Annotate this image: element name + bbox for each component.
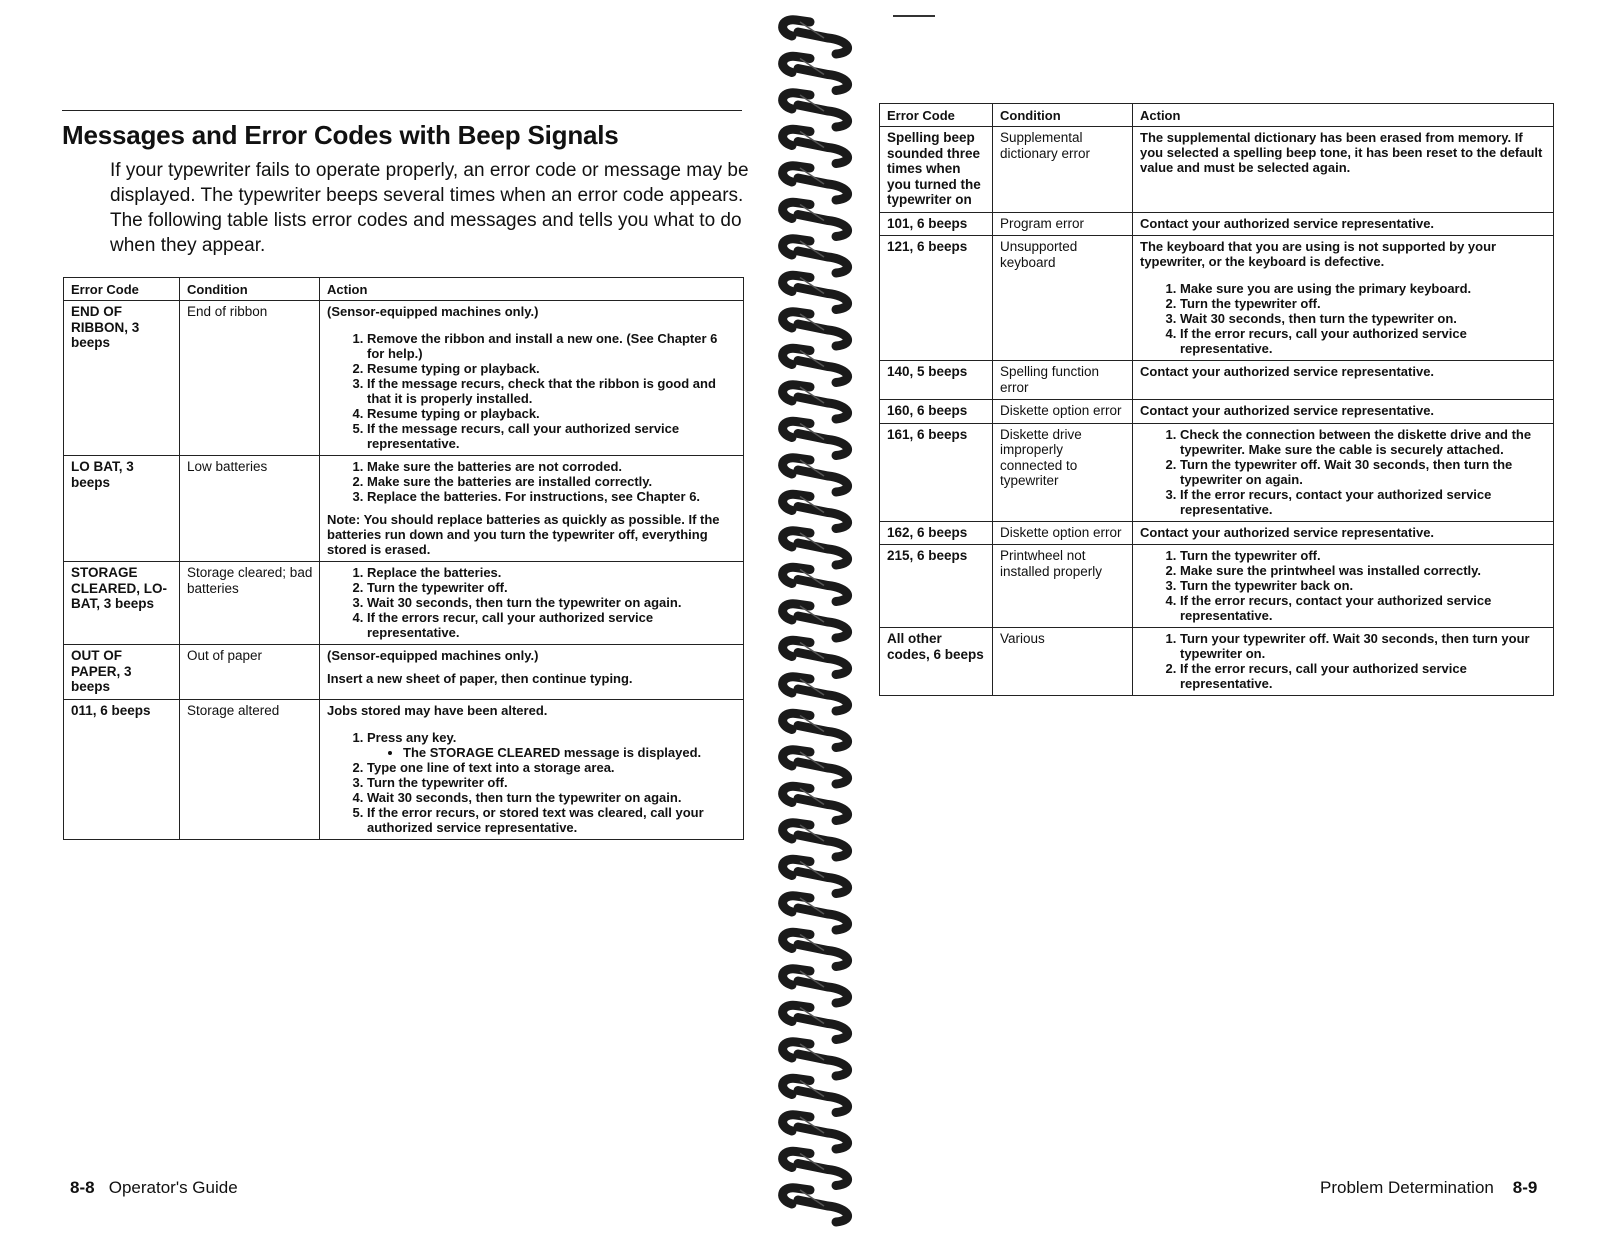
error-code-table-right: [879, 103, 1554, 696]
table-row: [64, 645, 744, 700]
binding-coil: [783, 385, 848, 419]
action-lead: (Sensor-equipped machines only.): [327, 648, 539, 663]
binding-coil: [783, 129, 848, 163]
action-cell: [320, 301, 744, 456]
binding-coil: [783, 458, 848, 492]
binding-coil: [783, 312, 848, 346]
action-step: 1. Make sure you are using the primary keyboard.: [1180, 281, 1548, 296]
binding-coil: [783, 239, 848, 273]
error-code-cell: 161, 6 beeps: [880, 423, 993, 521]
binding-coil: [783, 166, 848, 200]
action-cell: [1133, 521, 1554, 545]
action-text: Insert a new sheet of paper, then continue typing.: [327, 671, 633, 686]
table-header-row: [880, 104, 1554, 127]
header-error-code: Error Code: [64, 278, 180, 301]
action-steps: [327, 565, 738, 640]
error-code-cell: 140, 5 beeps: [880, 361, 993, 400]
error-code-table-left: [63, 277, 744, 840]
footer-left: [70, 1178, 238, 1198]
binding-coil: [783, 56, 848, 90]
binding-coil: [783, 1042, 848, 1076]
action-steps: [327, 331, 738, 451]
table-row: [880, 545, 1554, 628]
binding-coil: [783, 531, 848, 565]
binding-coil: [783, 348, 848, 382]
action-step: 3. Wait 30 seconds, then turn the typewriter on.: [1180, 311, 1548, 326]
action-lead: Jobs stored may have been altered.: [327, 702, 548, 718]
table-row: [880, 236, 1554, 361]
error-code-cell: 121, 6 beeps: [880, 236, 993, 361]
action-step: 3. Turn the typewriter off.: [367, 775, 738, 790]
table-row: [880, 212, 1554, 236]
header-error-code: Error Code: [880, 104, 993, 127]
action-step: 4. If the error recurs, call your authorized service representative.: [1180, 326, 1548, 356]
action-step: 2. Make sure the printwheel was installed correctly.: [1180, 563, 1548, 578]
action-step: 4. If the errors recur, call your authorized service representative.: [367, 610, 738, 640]
condition-cell: Supplemental dictionary error: [993, 127, 1133, 213]
table-row: [880, 361, 1554, 400]
action-step: 3. If the message recurs, check that the ribbon is good and that it is properly installed.: [367, 376, 738, 406]
table-row: [880, 628, 1554, 696]
binding-coil: [783, 567, 848, 601]
condition-cell: Various: [993, 628, 1133, 696]
binding-coil: [783, 932, 848, 966]
action-step: 1. Replace the batteries.: [367, 565, 738, 580]
action-step: 2. Turn the typewriter off. Wait 30 seconds, then turn the typewriter on again.: [1180, 457, 1548, 487]
action-steps: [327, 730, 738, 835]
error-code-cell: 160, 6 beeps: [880, 400, 993, 424]
page-heading: Messages and Error Codes with Beep Signals: [62, 120, 619, 150]
action-step: 2. Type one line of text into a storage area.: [367, 760, 738, 775]
action-lead: (Sensor-equipped machines only.): [327, 304, 539, 319]
action-cell: [1133, 423, 1554, 521]
action-cell: [320, 645, 744, 700]
action-step: 4. Wait 30 seconds, then turn the typewriter on again.: [367, 790, 738, 805]
binding-coil: [783, 640, 848, 674]
action-step: 3. If the error recurs, contact your authorized service representative.: [1180, 487, 1548, 517]
binding-coil: [783, 859, 848, 893]
action-cell: [1133, 212, 1554, 236]
intro-paragraph: If your typewriter fails to operate properly, an error code or message may be displayed. The typewriter beeps several times when an error code appears. The following table lists error codes and messages and tells you what to do when they appear.: [110, 160, 749, 256]
action-cell: [1133, 400, 1554, 424]
error-code-cell: STORAGE CLEARED, LO-BAT, 3 beeps: [64, 562, 180, 645]
condition-cell: Storage cleared; bad batteries: [180, 562, 320, 645]
spiral-binding: [770, 0, 870, 1237]
binding-coil: [783, 713, 848, 747]
action-step: 2. Resume typing or playback.: [367, 361, 738, 376]
action-cell: [320, 456, 744, 562]
footer-chapter-title: Problem Determination: [1320, 1178, 1494, 1197]
footer-book-title: Operator's Guide: [108, 1178, 238, 1197]
action-cell: [1133, 628, 1554, 696]
action-step: [367, 730, 738, 760]
action-cell: [1133, 127, 1554, 213]
action-step: 2. Turn the typewriter off.: [367, 580, 738, 595]
footer-page-number: 8-9: [1512, 1178, 1538, 1197]
binding-coil: [783, 1115, 848, 1149]
error-code-cell: 101, 6 beeps: [880, 212, 993, 236]
action-cell: [1133, 545, 1554, 628]
action-text: The keyboard that you are using is not supported by your typewriter, or the keyboard is defective.: [1140, 239, 1497, 269]
condition-cell: Diskette option error: [993, 521, 1133, 545]
action-text: Contact your authorized service representative.: [1140, 524, 1435, 540]
condition-cell: Low batteries: [180, 456, 320, 562]
condition-cell: Program error: [993, 212, 1133, 236]
binding-coil: [783, 677, 848, 711]
table-row: [880, 127, 1554, 213]
action-cell: [1133, 236, 1554, 361]
table-row: [64, 699, 744, 839]
header-condition: Condition: [993, 104, 1133, 127]
action-steps: [327, 459, 738, 504]
table-row: [64, 301, 744, 456]
binding-coil: [783, 93, 848, 127]
binding-coil: [783, 604, 848, 638]
error-code-cell: 162, 6 beeps: [880, 521, 993, 545]
table-row: [64, 562, 744, 645]
condition-cell: Out of paper: [180, 645, 320, 700]
note-label: Note:: [327, 512, 361, 527]
note-text: You should replace batteries as quickly as possible. If the batteries run down and you turn the typewriter off, everything stored is erased.: [327, 512, 720, 557]
error-code-cell: LO BAT, 3 beeps: [64, 456, 180, 562]
header-condition: Condition: [180, 278, 320, 301]
header-action: Action: [320, 278, 744, 301]
error-code-cell: END OF RIBBON, 3 beeps: [64, 301, 180, 456]
footer-right: [1320, 1178, 1537, 1198]
table-row: [880, 400, 1554, 424]
action-text: The supplemental dictionary has been erased from memory. If you selected a spelling beep tone, it has been reset to the default value and must be selected again.: [1140, 130, 1543, 175]
binding-coil: [783, 494, 848, 528]
action-step: 3. Replace the batteries. For instructions, see Chapter 6.: [367, 489, 738, 504]
action-step: 1. Remove the ribbon and install a new one. (See Chapter 6 for help.): [367, 331, 738, 361]
error-code-cell: 215, 6 beeps: [880, 545, 993, 628]
condition-cell: End of ribbon: [180, 301, 320, 456]
condition-cell: Storage altered: [180, 699, 320, 839]
condition-cell: Printwheel not installed properly: [993, 545, 1133, 628]
action-step: 1. Turn your typewriter off. Wait 30 seconds, then turn your typewriter on.: [1180, 631, 1548, 661]
binding-coil: [783, 1151, 848, 1185]
action-steps: [1140, 281, 1548, 356]
condition-cell: Diskette option error: [993, 400, 1133, 424]
action-cell: [320, 562, 744, 645]
action-step: 1. Check the connection between the diskette drive and the typewriter. Make sure the cable is securely attached.: [1180, 427, 1548, 457]
action-step: 5. If the error recurs, or stored text was cleared, call your authorized service representative.: [367, 805, 738, 835]
action-steps: [1140, 427, 1548, 517]
action-step: 1. Make sure the batteries are not corroded.: [367, 459, 738, 474]
action-step: 4. Resume typing or playback.: [367, 406, 738, 421]
heading-rule: [62, 110, 742, 111]
binding-coil: [783, 896, 848, 930]
binding-coil: [783, 1078, 848, 1112]
binding-coil: [783, 750, 848, 784]
header-action: Action: [1133, 104, 1554, 127]
action-text: Contact your authorized service representative.: [1140, 403, 1435, 418]
action-step: 5. If the message recurs, call your authorized service representative.: [367, 421, 738, 451]
action-text: Contact your authorized service representative.: [1140, 215, 1435, 231]
action-steps: [1140, 548, 1548, 623]
footer-page-number: 8-8: [70, 1178, 95, 1197]
table-row: [880, 521, 1554, 545]
binding-coil: [783, 202, 848, 236]
action-cell: [320, 699, 744, 839]
action-step: 1. Turn the typewriter off.: [1180, 548, 1548, 563]
error-code-cell: Spelling beep sounded three times when you turned the typewriter on: [880, 127, 993, 213]
condition-cell: Unsupported keyboard: [993, 236, 1133, 361]
binding-coil: [783, 1188, 848, 1222]
action-sub-list: [367, 745, 738, 760]
action-step: 2. Turn the typewriter off.: [1180, 296, 1548, 311]
action-note: [327, 512, 738, 557]
condition-cell: Spelling function error: [993, 361, 1133, 400]
action-step: 2. Make sure the batteries are installed correctly.: [367, 474, 738, 489]
table-header-row: [64, 278, 744, 301]
binding-coil: [783, 20, 848, 54]
action-step: 3. Wait 30 seconds, then turn the typewriter on again.: [367, 595, 738, 610]
action-step: 4. If the error recurs, contact your authorized service representative.: [1180, 593, 1548, 623]
action-text: Contact your authorized service representative.: [1140, 364, 1435, 379]
page-mark: [893, 15, 935, 17]
binding-coil: [783, 823, 848, 857]
action-sub-item: • The STORAGE CLEARED message is displayed.: [403, 745, 738, 760]
action-step: 3. Turn the typewriter back on.: [1180, 578, 1548, 593]
action-steps: [1140, 631, 1548, 691]
action-step: 2. If the error recurs, call your authorized service representative.: [1180, 661, 1548, 691]
left-page: [0, 0, 770, 1237]
binding-coil: [783, 969, 848, 1003]
error-code-cell: All other codes, 6 beeps: [880, 628, 993, 696]
binding-coil: [783, 421, 848, 455]
condition-cell: Diskette drive improperly connected to typewriter: [993, 423, 1133, 521]
binding-coil: [783, 786, 848, 820]
table-row: [64, 456, 744, 562]
action-step-text: Press any key.: [367, 729, 457, 745]
action-cell: [1133, 361, 1554, 400]
binding-coil: [783, 275, 848, 309]
error-code-cell: OUT OF PAPER, 3 beeps: [64, 645, 180, 700]
table-row: [880, 423, 1554, 521]
binding-coil: [783, 1005, 848, 1039]
error-code-cell: 011, 6 beeps: [64, 699, 180, 839]
